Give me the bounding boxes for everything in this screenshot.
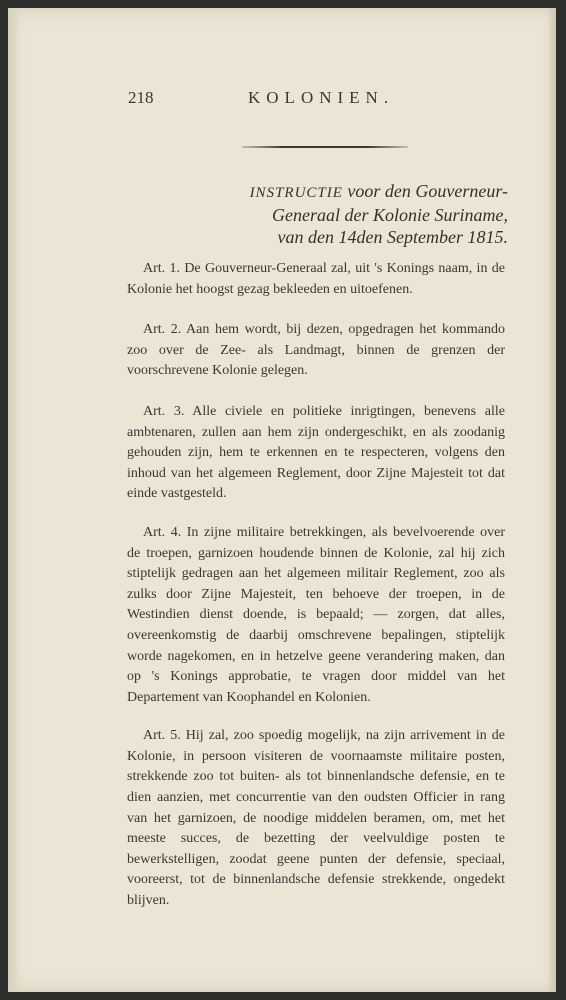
ornamental-rule <box>242 146 408 148</box>
article-body <box>127 259 505 932</box>
page-edge-shadow <box>548 8 556 992</box>
title-line-1 <box>200 180 508 204</box>
article-3: Art. 3. Alle civiele en politieke inrigtingen, benevens alle ambtenaren, zullen aan hem zijn ondergeschikt, en als zoodanig gehouden zijn, hem te erkennen en te respecteren, volgens den inhoud van het algemeen Reglement, door Zijne Majesteit tot dat einde vastgesteld. <box>127 403 505 502</box>
page-number: 218 <box>128 88 154 107</box>
article-1: Art. 1. De Gouverneur-Generaal zal, uit 's Konings naam, in de Kolonie het hoogst gezag bekleeden en uitoefenen. <box>127 261 505 297</box>
running-head: KOLONIEN. <box>248 88 395 107</box>
section-title <box>200 180 508 248</box>
article-5: Art. 5. Hij zal, zoo spoedig mogelijk, na zijn arrivement in de Kolonie, in persoon visiteren de voornaamste militaire posten, strekkende zoo tot buiten- als tot binnenlandsche defensie, en te dien aanzien, met concurrentie van den oudsten Officier in rang van het garnizoen, de noodige middelen beramen, om, met het meeste succes, de bezetting der veelvuldige posten te bewerkstelligen, zoodat geene punten der defensie, speciaal, vooreerst, tot de binnenlandsche defensie strekkende, ongedekt blijven. <box>127 728 505 909</box>
title-line-2: Generaal der Kolonie Suriname, <box>272 205 508 225</box>
page-header <box>128 88 504 112</box>
article-4: Art. 4. In zijne militaire betrekkingen, als bevelvoerende over de troepen, garnizoen houdende binnen de Kolonie, zal hij zich stiptelijk gedragen aan het algemeen militair Reglement, zoo als zulks door Zijne Majesteit, ten behoeve der troepen, in de Westindien dienst doende, is bepaald; — zorgen, dat alles, overeenkomstig de daarbij omschrevene bepalingen, stiptelijk worde nagekomen, en in hetzelve geene verandering maken, dan op 's Konings approbatie, te vragen door middel van het Departement van Koophandel en Kolonien. <box>127 524 505 705</box>
page-gutter-shadow <box>8 8 20 992</box>
title-line-3: van den 14den September 1815. <box>277 227 508 247</box>
title-line-1-rest: voor den Gouverneur- <box>342 181 508 201</box>
title-lead-caps: INSTRUCTIE <box>249 185 343 201</box>
article-2: Art. 2. Aan hem wordt, bij dezen, opgedragen het kommando zoo over de Zee- als Landmagt, binnen de grenzen der voorschrevene Kolonie gelegen. <box>127 322 505 379</box>
